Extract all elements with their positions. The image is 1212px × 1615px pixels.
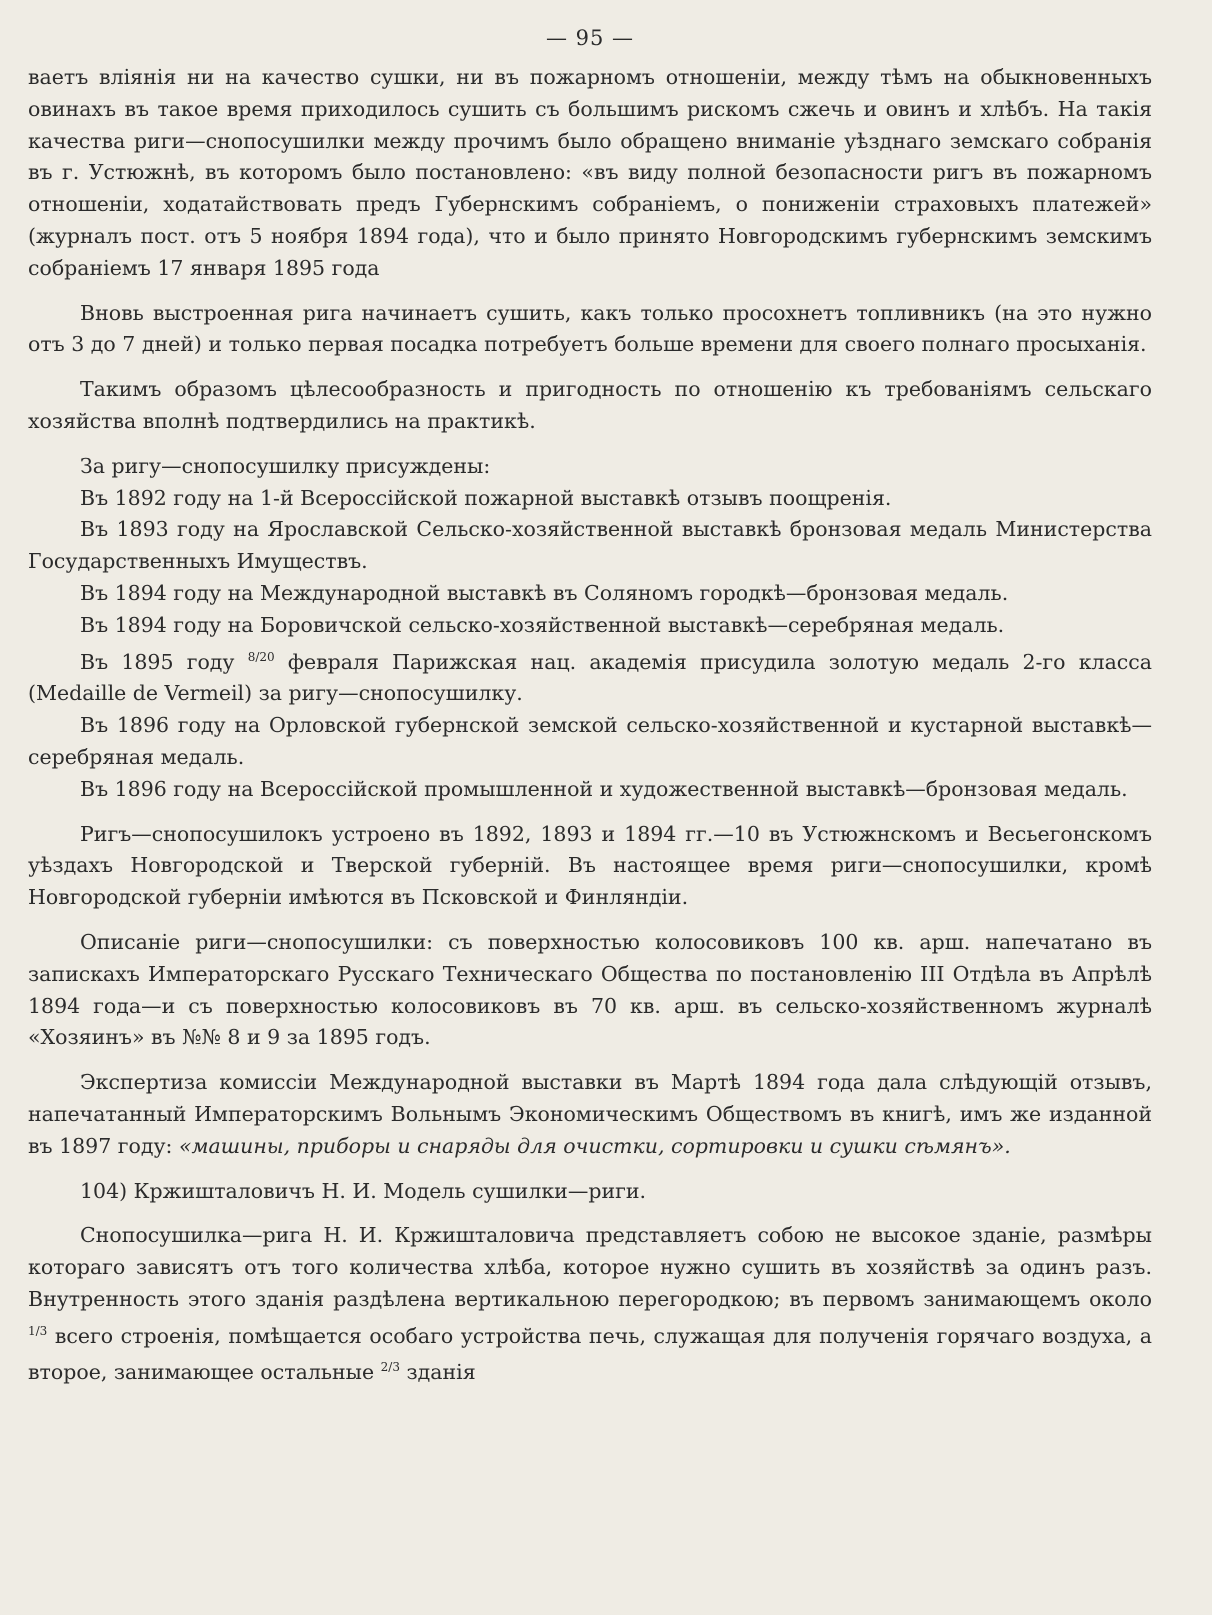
- fraction-two-thirds: 2/3: [380, 1360, 400, 1375]
- expertise-book-title: «машины, приборы и снаряды для очистки, сортировки и сушки сѣмянъ».: [178, 1133, 1011, 1158]
- paragraph-built-count: Ригъ—снопосушилокъ устроено въ 1892, 1893 и 1894 гг.—10 въ Устюжнскомъ и Весьегонскомъ уѣздахъ Новгородской и Тверской губерній. Въ настоящее время риги—снопосушилки, кромѣ Новгородской губерніи имѣются въ Псковской и Финляндіи.: [28, 821, 1152, 910]
- award-1895-paris: [28, 642, 1152, 711]
- item-heading: 104) Кржиштaловичъ Н. И. Модель сушилки—риги.: [80, 1178, 647, 1203]
- final-text-2: всего строенія, помѣщается особаго устройства печь, служащая для полученія горячаго воздуха, а второе, занимающее остальные: [28, 1323, 1152, 1385]
- final-text-1: Снопосушилка—рига Н. И. Кржишталовича представляетъ собою не высокое зданіе, размѣры котораго зависятъ отъ того количества хлѣба, которое нужно сушить въ хозяйствѣ за одинъ разъ. Внутренность этого зданія раздѣлена вертикальною перегородкою; въ первомъ занимающемъ около: [28, 1223, 1152, 1311]
- final-text-3: зданія: [399, 1360, 476, 1385]
- page-number: — 95 —: [545, 26, 635, 50]
- paragraph-description: Описаніе риги—снопосушилки: съ поверхностью колосовиковъ 100 кв. арш. напечатано въ запискахъ Императорскаго Русскаго Техническаго Общества по постановленію III Отдѣла въ Апрѣлѣ 1894 года—и съ поверхностью колосовиковъ въ 70 кв. арш. въ сельско-хозяйственномъ журналѣ «Хозяинъ» въ №№ 8 и 9 за 1895 годъ.: [28, 929, 1152, 1050]
- awards-intro: За ригу—снопосушилку присуждены:: [80, 453, 491, 478]
- paragraph-expertise: [28, 1067, 1152, 1162]
- award-1896-orel: Въ 1896 году на Орловской губернской земской сельско-хозяйственной и кустарной выставкѣ—серебряная медаль.: [28, 713, 1152, 769]
- award-1894-borovichi: Въ 1894 году на Боровичской сельско-хозяйственной выставкѣ—серебряная медаль.: [80, 612, 1005, 637]
- paragraph-krzhishtalovich: [28, 1220, 1152, 1389]
- fraction-one-third: 1/3: [28, 1323, 48, 1338]
- award-1895-text-end: февраля Парижская нац. академія присудила золотую медаль 2-го класса (Medaille de Vermeil) за ригу—снопосушилку.: [28, 649, 1152, 706]
- paragraph-new-riga: Вновь выстроенная рига начинаетъ сушить, какъ только просохнетъ топливникъ (на это нужно отъ 3 до 7 дней) и только первая посадка потребуетъ больше времени для своего полнаго просыханія.: [28, 300, 1152, 357]
- award-1893: Въ 1893 году на Ярославской Сельско-хозяйственной выставкѣ бронзовая медаль Министерства Государственныхъ Имуществъ.: [28, 517, 1152, 574]
- expertise-text: Экспертиза комиссіи Международной выставки въ Мартѣ 1894 года дала слѣдующій отзывъ, напечатанный Императорскимъ Вольнымъ Экономическимъ Обществомъ въ книгѣ, имъ же изданной въ 1897 году:: [28, 1070, 1152, 1158]
- paragraph-fire-safety: ваетъ вліянія ни на качество сушки, ни въ пожарномъ отношеніи, между тѣмъ на обыкновенныхъ овинахъ въ такое время приходилось сушить съ большимъ рискомъ сжечь и овинъ и хлѣбъ. На такія качества риги—снопосушилки между прочимъ было обращено вниманіе уѣзднаго земскаго собранія въ г. Устюжнѣ, въ которомъ было постановлено: «въ виду полной безопасности ригъ въ пожарномъ отношеніи, ходатайствовать предъ Губернскимъ собраніемъ, о пониженіи страховыхъ платежей» (журналъ пост. отъ 5 ноября 1894 года), что и было принято Новгородскимъ губернскимъ земскимъ собраніемъ 17 января 1895 года: [28, 65, 1152, 280]
- award-1895-text-start: Въ 1895 году: [80, 649, 248, 674]
- award-1895-date-fraction: 8/20: [247, 649, 275, 664]
- award-1894-international: Въ 1894 году на Международной выставкѣ въ Соляномъ городкѣ—бронзовая медаль.: [80, 580, 1009, 605]
- award-1896-all-russian: Въ 1896 году на Всероссійской промышленной и художественной выставкѣ—бронзовая медаль.: [80, 776, 1128, 801]
- paragraph-suitability: Такимъ образомъ цѣлесообразность и пригодность по отношенію къ требованіямъ сельскаго хозяйства вполнѣ подтвердились на практикѣ.: [28, 377, 1152, 433]
- award-1892: Въ 1892 году на 1-й Всероссійской пожарной выставкѣ отзывъ поощренія.: [80, 485, 892, 510]
